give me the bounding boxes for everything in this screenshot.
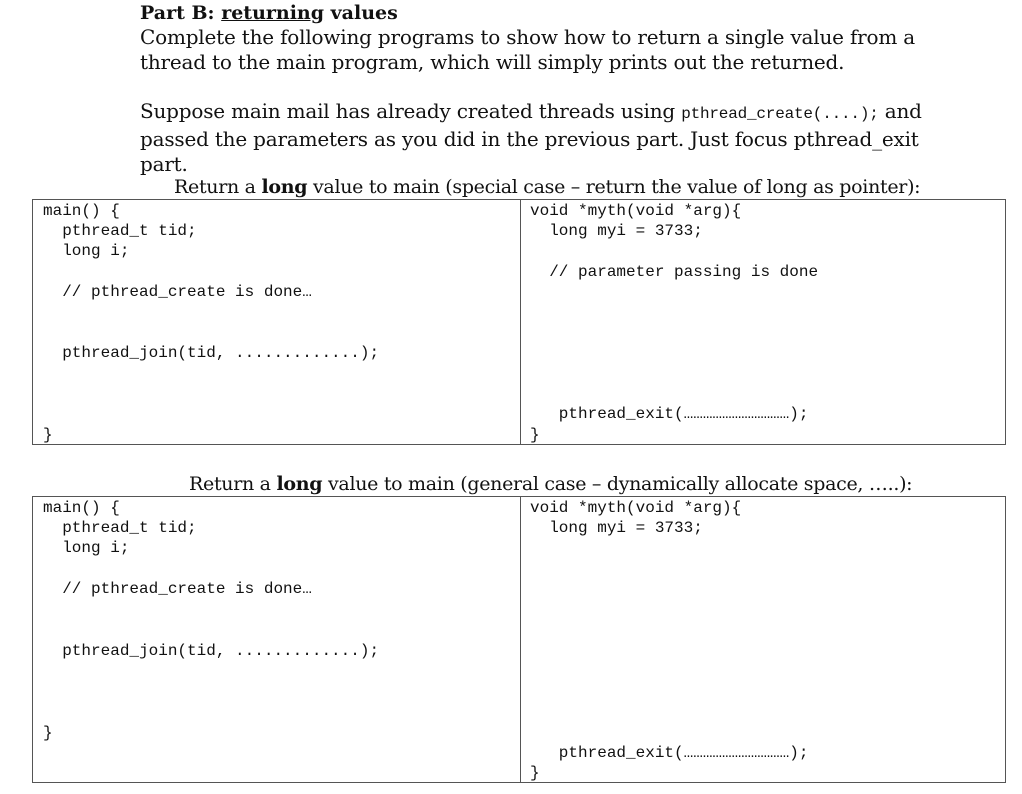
- main-closing-brace: }: [43, 426, 53, 444]
- myth-closing-brace: }: [530, 426, 540, 444]
- myth-signature: void *myth(void *arg){: [530, 202, 742, 220]
- main-closing-brace: }: [43, 724, 53, 742]
- myi-declaration: long myi = 3733;: [530, 222, 703, 240]
- tid-declaration: pthread_t tid;: [43, 519, 197, 537]
- myth-signature: void *myth(void *arg){: [530, 499, 742, 517]
- pthread-exit-blank[interactable]: pthread_exit(……………………………);: [530, 744, 809, 762]
- section1-code-table: [32, 199, 1006, 445]
- pthread-join-blank[interactable]: pthread_join(tid, .............);: [43, 642, 380, 660]
- assumption-paragraph: Suppose main mail has already created threads using pthread_create(....); and passed the parameters as you did in the previous part. Just focus pthread_exit part.: [140, 99, 922, 176]
- long-i-declaration: long i;: [43, 539, 130, 557]
- section2-caption: Return a long value to main (general case – dynamically allocate space, …..):: [189, 473, 913, 495]
- pthread-exit-blank[interactable]: pthread_exit(……………………………);: [530, 405, 809, 423]
- column-divider: [520, 200, 521, 444]
- myi-declaration: long myi = 3733;: [530, 519, 703, 537]
- instructions-paragraph: Complete the following programs to show how to return a single value from a thread to the main program, which will simply prints out the returned.: [140, 25, 916, 74]
- main-signature: main() {: [43, 202, 120, 220]
- pthread-join-blank[interactable]: pthread_join(tid, .............);: [43, 344, 380, 362]
- section1-caption: Return a long value to main (special case – return the value of long as pointer):: [174, 176, 921, 198]
- inline-code-pthread-create: pthread_create(....);: [681, 105, 879, 123]
- create-comment: // pthread_create is done…: [43, 580, 312, 598]
- main-signature: main() {: [43, 499, 120, 517]
- parameter-comment: // parameter passing is done: [530, 263, 819, 281]
- long-i-declaration: long i;: [43, 242, 130, 260]
- create-comment: // pthread_create is done…: [43, 283, 312, 301]
- myth-closing-brace: }: [530, 764, 540, 782]
- column-divider: [520, 497, 521, 782]
- part-b-heading: Part B: returning values: [140, 2, 398, 24]
- section2-code-table: [32, 496, 1006, 783]
- tid-declaration: pthread_t tid;: [43, 222, 197, 240]
